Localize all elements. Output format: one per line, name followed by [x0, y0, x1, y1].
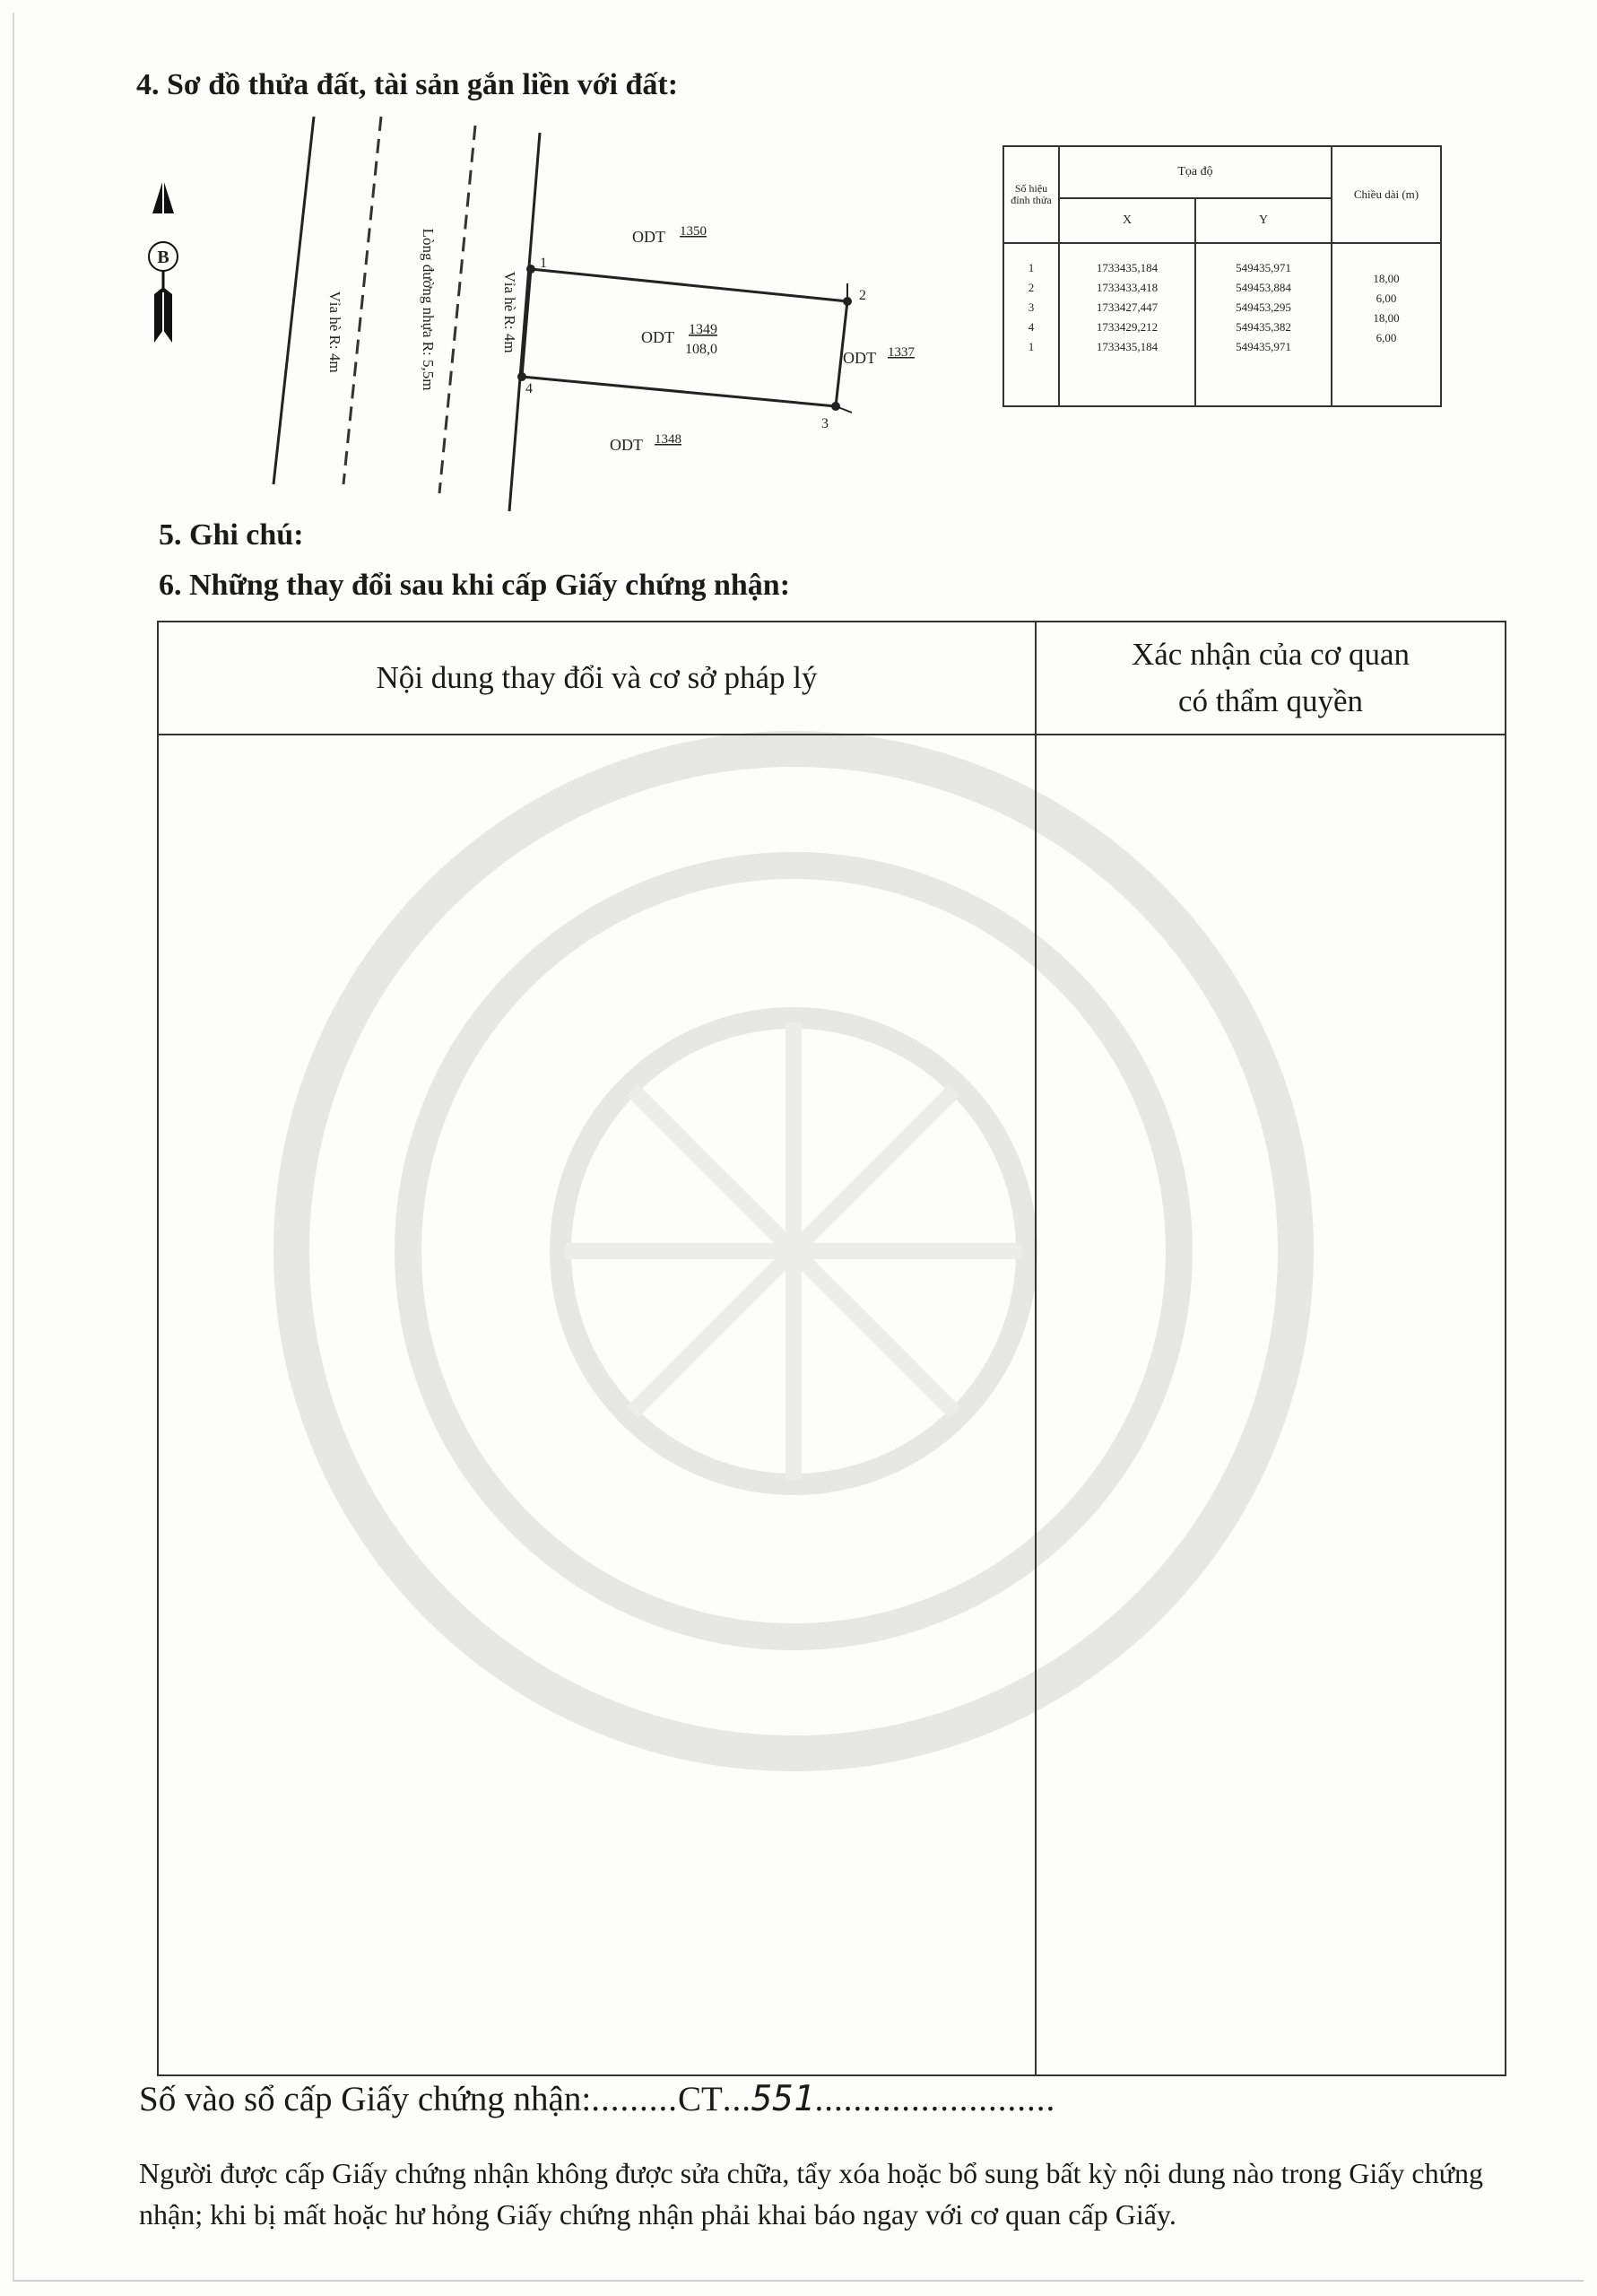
parcel-1349-outline: [522, 269, 847, 406]
row-y: 549453,884: [1236, 281, 1291, 294]
via-he-right-label: Vỉa hè R: 4m: [501, 271, 518, 353]
row-id: 2: [1028, 281, 1035, 294]
svg-text:108,0: 108,0: [685, 342, 717, 357]
row-id: 1: [1028, 261, 1035, 274]
vertex-3-label: 3: [821, 416, 829, 431]
section5-heading: 5. Ghi chú:: [159, 518, 304, 552]
parcel-main-label: [641, 322, 717, 357]
row-x: 1733429,212: [1096, 320, 1159, 334]
section4-heading: 4. Sơ đồ thửa đất, tài sản gắn liền với đất:: [136, 68, 679, 101]
svg-text:ODT: ODT: [641, 328, 674, 346]
row-x: 1733433,418: [1096, 281, 1159, 294]
x-header: X: [1059, 198, 1195, 243]
parcel-bottom-label: [610, 432, 681, 454]
svg-text:ODT: ODT: [632, 228, 665, 246]
row-y: 549435,971: [1236, 340, 1291, 353]
edge-length: 6,00: [1376, 331, 1397, 344]
row-y: 549435,382: [1236, 320, 1291, 334]
vertex-id-header: Số hiệu đỉnh thửa: [1003, 146, 1059, 243]
parcel-diagram: [135, 108, 942, 520]
svg-text:1350: 1350: [680, 224, 707, 239]
row-x: 1733435,184: [1096, 261, 1159, 274]
register-label: Số vào sổ cấp Giấy chứng nhận:: [139, 2080, 592, 2118]
edge-length: 18,00: [1373, 272, 1400, 285]
row-y: 549435,971: [1236, 261, 1291, 274]
vertex-2-label: 2: [859, 288, 866, 303]
authority-header-line1: Xác nhận của cơ quan: [1131, 636, 1410, 672]
street-edge-left: [273, 117, 314, 484]
svg-text:ODT: ODT: [610, 436, 643, 454]
via-he-left-label: Vỉa hè R: 4m: [326, 291, 343, 373]
svg-text:1349: 1349: [689, 322, 717, 337]
register-number: 551: [751, 2079, 815, 2119]
svg-text:ODT: ODT: [843, 349, 876, 367]
north-arrow-icon: [149, 179, 178, 343]
certificate-warning-note: Người được cấp Giấy chứng nhận không được sửa chữa, tẩy xóa hoặc bổ sung bất kỳ nội dung nào trong Giấy chứng nhận; khi bị mất hoặc hư hỏng Giấy chứng nhận phải khai báo ngay với cơ quan cấp Giấy.: [139, 2157, 1483, 2231]
toa-do-header: Tọa độ: [1059, 146, 1332, 198]
parcel-right-label: [843, 345, 916, 367]
register-prefix: CT: [677, 2080, 723, 2118]
y-header: Y: [1195, 198, 1332, 243]
row-y: 549453,295: [1236, 300, 1291, 314]
length-header: Chiều dài (m): [1332, 146, 1441, 243]
north-letter: B: [157, 248, 169, 267]
row-id: 3: [1028, 300, 1035, 314]
authority-confirmation-header: [1036, 622, 1506, 735]
change-content-header: Nội dung thay đổi và cơ sở pháp lý: [158, 622, 1036, 735]
row-x: 1733435,184: [1096, 340, 1159, 353]
svg-text:1337: 1337: [888, 345, 915, 360]
changes-table: [157, 621, 1506, 2076]
road-edge-right: [439, 126, 475, 493]
coordinate-table: [1002, 145, 1442, 407]
edge-length: 18,00: [1373, 311, 1400, 325]
edge-length: 6,00: [1376, 291, 1397, 305]
row-x: 1733427,447: [1096, 300, 1159, 314]
vertex-1-label: 1: [540, 256, 547, 271]
svg-text:1348: 1348: [655, 432, 681, 447]
authority-confirmation-cell[interactable]: [1036, 735, 1506, 2075]
vertex-4-label: 4: [525, 381, 533, 396]
parcel-top-label: [632, 224, 707, 246]
long-duong-label: Lòng đường nhựa R: 5,5m: [420, 228, 437, 391]
section6-heading: 6. Những thay đổi sau khi cấp Giấy chứng nhận:: [159, 569, 791, 602]
register-number-line: Số vào sổ cấp Giấy chứng nhận:.........CT...551.........................: [139, 2079, 1056, 2119]
change-content-cell[interactable]: [158, 735, 1036, 2075]
row-id: 1: [1028, 340, 1035, 353]
road-edge-left: [343, 117, 381, 484]
authority-header-line2: có thẩm quyền: [1177, 683, 1364, 718]
row-id: 4: [1028, 320, 1035, 334]
